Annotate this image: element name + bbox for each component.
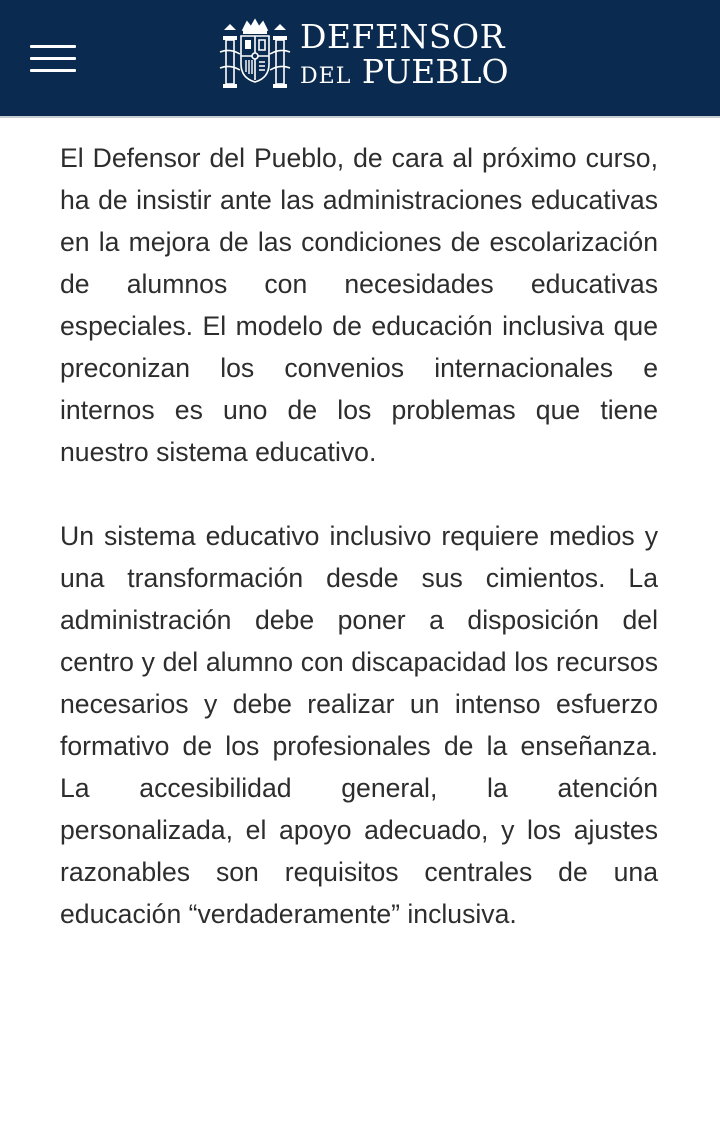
- logo-subtitle-small: DEL: [300, 64, 352, 89]
- hamburger-menu-icon[interactable]: [30, 40, 78, 80]
- site-logo[interactable]: [216, 14, 516, 98]
- logo-wordmark: [300, 17, 509, 91]
- logo-title: DEFENSOR: [300, 17, 505, 56]
- article-body: [60, 137, 658, 935]
- article-paragraph-1: El Defensor del Pueblo, de cara al próximo curso, ha de insistir ante las administraciones educativas en la mejora de las condiciones de escolarización de alumnos con necesidades educativas especiales. El modelo de educación inclusiva que preconizan los convenios internacionales e internos es uno de los problemas que tiene nuestro sistema educativo.: [60, 143, 658, 467]
- logo-subtitle-large: PUEBLO: [361, 52, 509, 91]
- logo-subtitle: [300, 52, 509, 91]
- spanish-coat-of-arms-icon: [218, 16, 292, 94]
- article-paragraph-2: Un sistema educativo inclusivo requiere medios y una transformación desde sus cimientos. La administración debe poner a disposición del centro y del alumno con discapacidad los recursos necesarios y debe realizar un intenso esfuerzo formativo de los profesionales de la enseñanza. La accesibilidad general, la atención personalizada, el apoyo adecuado, y los ajustes razonables son requisitos centrales de una educación “verdaderamente” inclusiva.: [60, 521, 658, 929]
- site-header: [0, 0, 720, 118]
